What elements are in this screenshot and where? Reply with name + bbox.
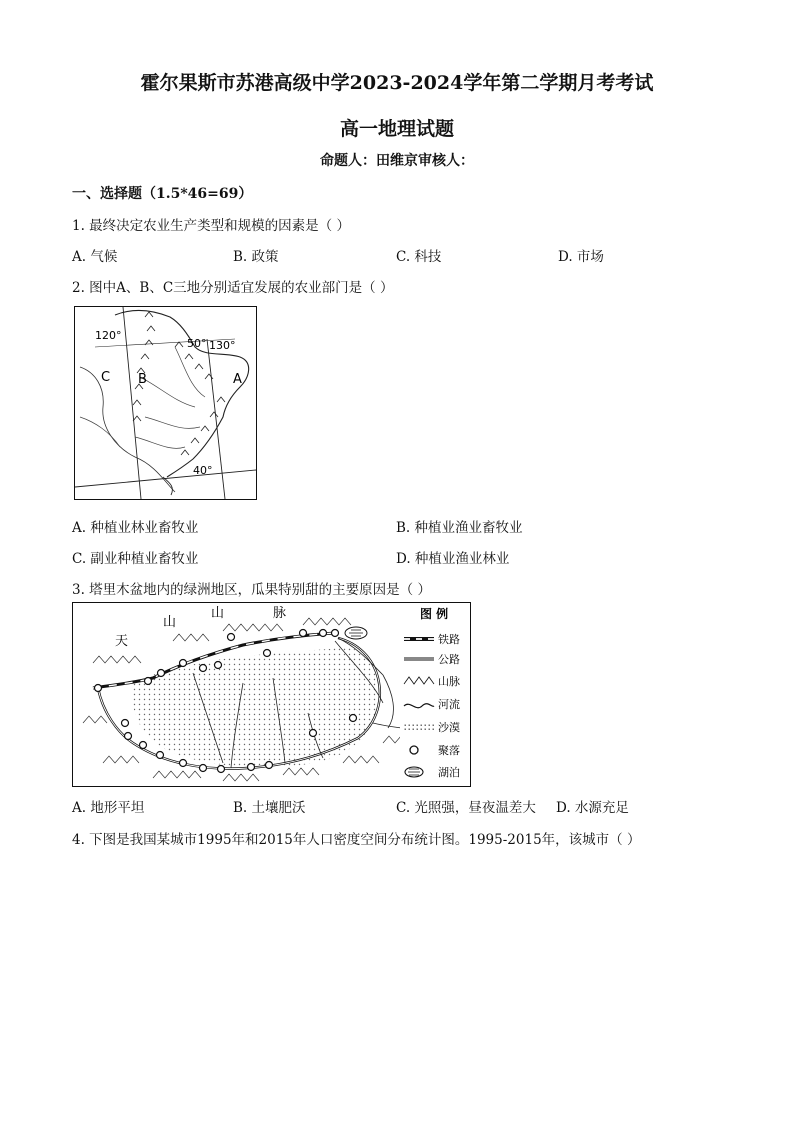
legend-desert-label: 沙漠 xyxy=(438,721,460,734)
province-line xyxy=(80,367,175,492)
legend-lake-label: 湖泊 xyxy=(438,766,460,779)
legend-svg xyxy=(400,604,468,784)
legend-river-label: 河流 xyxy=(438,698,460,711)
exam-title: 霍尔果斯市苏港高级中学2023-2024学年第二学期月考考试 xyxy=(140,72,654,94)
legend-railway-label: 铁路 xyxy=(438,633,460,646)
legend-highway-label: 公路 xyxy=(438,653,460,666)
label-tian: 天 xyxy=(115,634,129,649)
question-3-option-d: D. 水源充足 xyxy=(556,800,629,816)
meridian-120 xyxy=(123,307,141,499)
question-3-option-b: B. 土壤肥沃 xyxy=(233,800,306,816)
tarim-map-legend xyxy=(400,604,468,784)
rivers xyxy=(135,377,200,448)
question-4-stem: 4. 下图是我国某城市1995年和2015年人口密度空间分布统计图。1995-2015年，该城市（ ） xyxy=(72,832,641,848)
label-50: 50° xyxy=(187,337,207,350)
legend-title: 图 例 xyxy=(420,607,449,621)
label-mai: 脉 xyxy=(273,606,287,621)
exam-subtitle: 高一地理试题 xyxy=(339,118,454,140)
legend-settlement-icon xyxy=(410,746,418,754)
boundaries xyxy=(80,347,205,447)
legend-mountain-label: 山脉 xyxy=(438,675,460,688)
question-1-option-d: D. 市场 xyxy=(558,249,604,265)
label-a: A xyxy=(233,372,242,387)
section-heading: 一、选择题（1.5*46=69） xyxy=(72,186,253,202)
legend-settlement-label: 聚落 xyxy=(438,744,460,757)
label-130: 130° xyxy=(209,339,236,352)
parallel-40 xyxy=(75,470,256,487)
legend-mountain-icon xyxy=(404,677,434,684)
question-1-option-b: B. 政策 xyxy=(233,249,279,265)
label-c: C xyxy=(101,370,111,385)
question-2-option-a: A. 种植业林业畜牧业 xyxy=(72,520,199,536)
northeast-china-map xyxy=(74,306,257,500)
label-shan-1: 山 xyxy=(163,615,177,630)
question-3-stem: 3. 塔里木盆地内的绿洲地区，瓜果特别甜的主要原因是（ ） xyxy=(72,582,431,598)
question-2-option-b: B. 种植业渔业畜牧业 xyxy=(396,520,523,536)
question-3-option-c: C. 光照强，昼夜温差大 xyxy=(396,800,536,816)
label-b: B xyxy=(138,372,147,387)
desert-area xyxy=(132,648,379,768)
question-1-option-a: A. 气候 xyxy=(72,249,118,265)
border-line xyxy=(115,311,249,477)
legend-river-icon xyxy=(404,704,434,708)
question-2-stem: 2. 图中A、B、C三地分别适宜发展的农业部门是（ ） xyxy=(72,280,394,296)
question-1-stem: 1. 最终决定农业生产类型和规模的因素是（ ） xyxy=(72,218,350,234)
label-40: 40° xyxy=(193,464,213,477)
northeast-map-svg xyxy=(75,307,256,499)
label-shan-2: 山 xyxy=(211,606,225,621)
label-120: 120° xyxy=(95,329,122,342)
question-2-option-c: C. 副业种植业畜牧业 xyxy=(72,551,199,567)
exam-authors: 命题人：田维京审核人： xyxy=(320,153,474,169)
question-3-option-a: A. 地形平坦 xyxy=(72,800,145,816)
greater-khingan-mountains xyxy=(133,312,155,421)
question-1-option-c: C. 科技 xyxy=(396,249,442,265)
question-2-option-d: D. 种植业渔业林业 xyxy=(396,551,510,567)
